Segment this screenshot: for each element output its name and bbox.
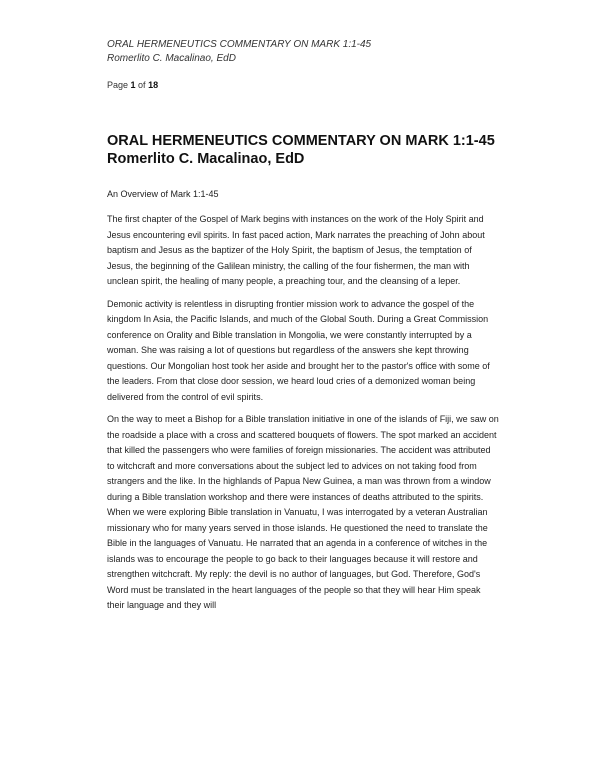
page-counter xyxy=(107,80,158,90)
document-title xyxy=(107,132,495,168)
paragraph: The first chapter of the Gospel of Mark begins with instances on the work of the Holy Spirit and Jesus encountering evil spirits. In fast paced action, Mark narrates the preaching of John about baptism and Jesus as the baptizer of the Holy Spirit, the baptism of Jesus, the temptation of Jesus, the beginning of the Galilean ministry, the calling of the four fishermen, the man with unclean spirit, the healing of many people, a preaching tour, and the cleansing of a leper. xyxy=(107,214,485,286)
page-counter-prefix: Page xyxy=(107,80,131,90)
document-title-main: ORAL HERMENEUTICS COMMENTARY ON MARK 1:1-45 xyxy=(107,133,495,149)
document-title-author: Romerlito C. Macalinao, EdD xyxy=(107,151,305,167)
paragraph: Demonic activity is relentless in disrupting frontier mission work to advance the gospel of the kingdom In Asia, the Pacific Islands, and much of the Global South. During a Great Commission conference on Orality and Bible translation in Mongolia, we were constantly interrupted by a woman. She was raising a lot of questions but regardless of the answers she kept throwing questions. Our Mongolian host took her aside and brought her to the pastor's office with some of the leaders. From that close door session, we heard loud cries of a demonized woman being delivered from the control of evil spirits. xyxy=(107,298,490,402)
running-header xyxy=(107,38,371,66)
running-header-title: ORAL HERMENEUTICS COMMENTARY ON MARK 1:1-45 xyxy=(107,39,372,50)
page-counter-total: 18 xyxy=(148,80,159,90)
body-text xyxy=(107,212,499,621)
running-header-author: Romerlito C. Macalinao, EdD xyxy=(107,53,236,64)
paragraph: On the way to meet a Bishop for a Bible translation initiative in one of the islands of Fiji, we saw on the roadside a place with a cross and scattered bouquets of flowers. The spot marked an accident that killed the passengers who were families of foreign missionaries. The accident was attributed to witchcraft and more conversations about the subject led to advices on not taking food from strangers and the like. In the highlands of Papua New Guinea, a man was thrown from a window during a Bible translation workshop and there were instances of deaths attributed to the spirits. When we were exploring Bible translation in Vanuatu, I was interrogated by a veteran Australian missionary who for many years served in those islands. He questioned the need to translate the Bible in the languages of Vanuatu. He narrated that an agenda in a conference of witches in the islands was to encourage the people to go back to their languages because it will restore and strengthen witchcraft. My reply: the devil is no author of languages, but God. Therefore, God's Word must be translated in the heart languages of the people so that they will hear Him speak their language and they will xyxy=(107,414,499,610)
section-heading: An Overview of Mark 1:1-45 xyxy=(107,189,219,199)
page-counter-current: 1 xyxy=(130,80,136,90)
page-counter-of: of xyxy=(135,80,149,90)
